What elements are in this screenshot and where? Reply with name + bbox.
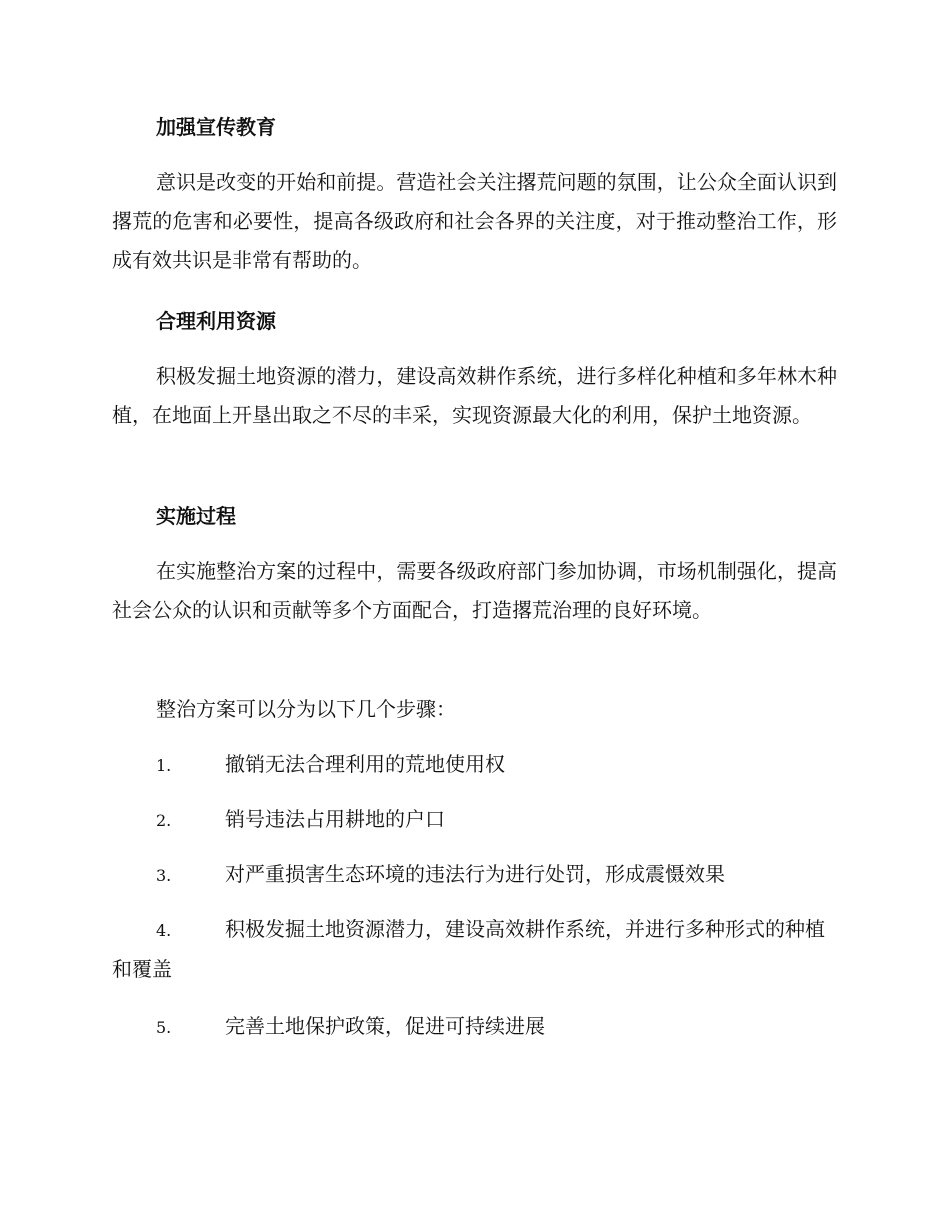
list-item-text: 对严重损害生态环境的违法行为进行处罚，形成震慑效果 <box>225 862 725 886</box>
section-heading-implementation: 实施过程 <box>156 504 236 528</box>
list-item <box>112 745 837 785</box>
list-item <box>112 1007 837 1047</box>
list-item-number: 1. <box>156 756 172 775</box>
list-item-text: 撤销无法合理利用的荒地使用权 <box>225 752 505 776</box>
list-item <box>112 910 837 989</box>
list-item-number: 4. <box>156 921 172 940</box>
list-item-number: 2. <box>156 811 172 830</box>
list-item <box>112 855 837 895</box>
section-body-publicity: 意识是改变的开始和前提。营造社会关注撂荒问题的氛围，让公众全面认识到撂荒的危害和必要性，提高各级政府和社会各界的关注度，对于推动整治工作，形成有效共识是非常有帮助的。 <box>112 170 837 272</box>
list-item-text: 销号违法占用耕地的户口 <box>225 807 445 831</box>
list-item-text: 积极发掘土地资源潜力，建设高效耕作系统，并进行多种形式的种植和覆盖 <box>112 917 825 981</box>
section-body-implementation: 在实施整治方案的过程中，需要各级政府部门参加协调，市场机制强化，提高社会公众的认识和贡献等多个方面配合，打造撂荒治理的良好环境。 <box>112 559 837 622</box>
section-heading-publicity: 加强宣传教育 <box>156 115 276 139</box>
section-body-resources: 积极发掘土地资源的潜力，建设高效耕作系统，进行多样化种植和多年林木种植，在地面上开垦出取之不尽的丰采，实现资源最大化的利用，保护土地资源。 <box>112 364 837 427</box>
list-item-number: 3. <box>156 866 172 885</box>
list-item-text: 完善土地保护政策，促进可持续进展 <box>225 1014 545 1038</box>
section-heading-resources: 合理利用资源 <box>156 309 276 333</box>
list-item <box>112 800 837 840</box>
steps-intro: 整治方案可以分为以下几个步骤： <box>156 697 456 721</box>
list-item-number: 5. <box>156 1018 172 1037</box>
